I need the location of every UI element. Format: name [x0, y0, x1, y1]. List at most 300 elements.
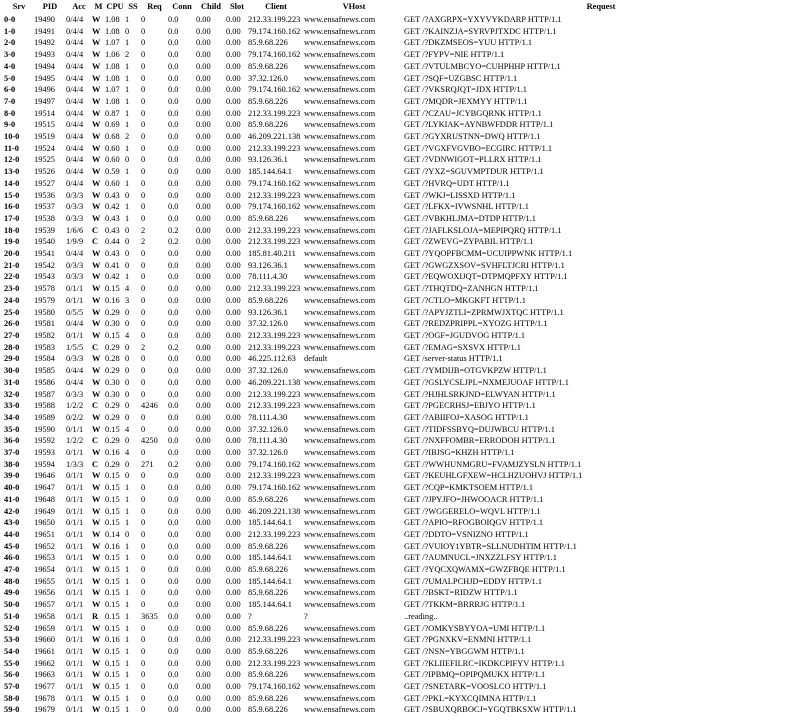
cell-request: GET /?IBJSG=KHZH HTTP/1.1	[404, 448, 515, 458]
cell-srv: 14-0	[4, 178, 20, 188]
cell-cpu: 0.15	[105, 682, 120, 692]
cell-m: W	[92, 412, 101, 422]
cell-ss: 1	[125, 272, 130, 282]
cell-client: 93.126.36.1	[248, 307, 288, 317]
table-row	[4, 73, 798, 85]
cell-pid: 19491	[34, 26, 55, 36]
cell-m: W	[92, 272, 101, 282]
cell-conn: 0.0	[168, 670, 179, 680]
cell-vhost: www.ensafnews.com	[304, 623, 376, 633]
cell-acc: 0/4/4	[66, 50, 84, 60]
cell-ss: 0	[125, 377, 130, 387]
cell-ss: 1	[125, 178, 130, 188]
cell-client: 85.9.68.226	[248, 494, 288, 504]
cell-cpu: 0.41	[105, 260, 120, 270]
cell-req: 0	[141, 202, 146, 212]
cell-acc: 0/4/4	[66, 38, 84, 48]
cell-req: 0	[141, 178, 146, 188]
cell-request: GET /?TIDFSSBYQ=DUJWBCU HTTP/1.1	[404, 424, 555, 434]
cell-acc: 0/1/1	[66, 330, 84, 340]
cell-client: 85.9.68.226	[248, 588, 288, 598]
cell-req: 0	[141, 15, 146, 24]
table-row	[4, 260, 798, 272]
cell-client: 212.33.199.223	[248, 389, 301, 399]
cell-acc: 0/3/3	[66, 354, 84, 364]
cell-m: W	[92, 541, 101, 551]
cell-m: W	[92, 366, 101, 376]
cell-client: 85.9.68.226	[248, 120, 288, 130]
column-header-pid: PID	[42, 2, 58, 12]
cell-child: 0.00	[196, 436, 211, 446]
cell-slot: 0.00	[226, 178, 241, 188]
cell-srv: 31-0	[4, 377, 20, 387]
cell-pid: 19578	[34, 284, 55, 294]
table-row	[4, 190, 798, 202]
cell-slot: 0.00	[226, 295, 241, 305]
cell-acc: 0/4/4	[66, 167, 84, 177]
table-row	[4, 283, 798, 295]
cell-child: 0.00	[196, 658, 211, 668]
cell-vhost: www.ensafnews.com	[304, 319, 376, 329]
cell-request: GET /?LYKIAK=AYNBWFDDR HTTP/1.1	[404, 120, 554, 130]
cell-req: 0	[141, 541, 146, 551]
cell-slot: 0.00	[226, 272, 241, 282]
cell-child: 0.00	[196, 506, 211, 516]
cell-client: 37.32.126.0	[248, 424, 288, 434]
cell-conn: 0.0	[168, 401, 179, 411]
cell-vhost: www.ensafnews.com	[304, 213, 376, 223]
cell-client: 79.174.160.162	[248, 85, 301, 95]
cell-m: W	[92, 588, 101, 598]
table-row	[4, 599, 798, 611]
cell-child: 0.00	[196, 330, 211, 340]
cell-vhost: www.ensafnews.com	[304, 670, 376, 680]
cell-acc: 1/2/2	[66, 401, 84, 411]
cell-ss: 0	[125, 459, 130, 469]
cell-srv: 0-0	[4, 15, 16, 24]
cell-pid: 19652	[34, 541, 55, 551]
cell-child: 0.00	[196, 389, 211, 399]
cell-vhost: www.ensafnews.com	[304, 190, 376, 200]
cell-cpu: 0.15	[105, 646, 120, 656]
cell-pid: 19585	[34, 366, 55, 376]
cell-ss: 1	[125, 588, 130, 598]
cell-cpu: 1.07	[105, 85, 120, 95]
cell-acc: 0/5/5	[66, 307, 84, 317]
cell-acc: 0/1/1	[66, 494, 84, 504]
cell-ss: 1	[125, 506, 130, 516]
cell-client: 185.144.64.1	[248, 576, 292, 586]
table-row	[4, 623, 798, 635]
cell-conn: 0.0	[168, 389, 179, 399]
column-header-conn: Conn	[172, 2, 192, 12]
cell-vhost: www.ensafnews.com	[304, 646, 376, 656]
cell-request: GET /?APIO=RFOGBOIQGV HTTP/1.1	[404, 518, 544, 528]
cell-slot: 0.00	[226, 693, 241, 703]
cell-pid: 19514	[34, 108, 55, 118]
cell-m: W	[92, 85, 101, 95]
cell-cpu: 0.15	[105, 518, 120, 528]
cell-ss: 0	[125, 225, 130, 235]
cell-conn: 0.0	[168, 623, 179, 633]
cell-request: GET /?CQP=KMKTSOEM HTTP/1.1	[404, 483, 534, 493]
cell-req: 2	[141, 342, 146, 352]
cell-cpu: 0.69	[105, 120, 120, 130]
cell-srv: 55-0	[4, 658, 20, 668]
cell-pid: 19490	[34, 15, 55, 24]
cell-slot: 0.00	[226, 541, 241, 551]
cell-srv: 15-0	[4, 190, 20, 200]
cell-slot: 0.00	[226, 506, 241, 516]
cell-slot: 0.00	[226, 623, 241, 633]
cell-conn: 0.0	[168, 448, 179, 458]
cell-srv: 50-0	[4, 600, 20, 610]
table-row	[4, 564, 798, 576]
cell-child: 0.00	[196, 483, 211, 493]
cell-req: 0	[141, 73, 146, 83]
cell-m: W	[92, 295, 101, 305]
cell-pid: 19650	[34, 518, 55, 528]
cell-pid: 19539	[34, 225, 55, 235]
cell-req: 0	[141, 132, 146, 142]
cell-ss: 1	[125, 494, 130, 504]
cell-srv: 48-0	[4, 576, 20, 586]
cell-vhost: www.ensafnews.com	[304, 260, 376, 270]
cell-vhost: default	[304, 354, 328, 364]
cell-m: W	[92, 705, 101, 715]
cell-child: 0.00	[196, 96, 211, 106]
column-header-slot: Slot	[230, 2, 244, 12]
cell-client: 212.33.199.223	[248, 225, 301, 235]
cell-request: GET /?PGNXKV=ENMNI HTTP/1.1	[404, 635, 532, 645]
table-row	[4, 236, 798, 248]
cell-conn: 0.0	[168, 565, 179, 575]
cell-slot: 0.00	[226, 483, 241, 493]
cell-pid: 19651	[34, 529, 55, 539]
cell-req: 2	[141, 225, 146, 235]
cell-slot: 0.00	[226, 61, 241, 71]
cell-client: 185.81.40.211	[248, 249, 296, 259]
cell-slot: 0.00	[226, 448, 241, 458]
cell-pid: 19594	[34, 459, 55, 469]
cell-cpu: 0.15	[105, 670, 120, 680]
cell-srv: 8-0	[4, 108, 16, 118]
cell-pid: 19593	[34, 448, 55, 458]
cell-conn: 0.0	[168, 284, 179, 294]
cell-slot: 0.00	[226, 682, 241, 692]
cell-req: 0	[141, 143, 146, 153]
cell-slot: 0.00	[226, 155, 241, 165]
cell-m: W	[92, 26, 101, 36]
cell-conn: 0.0	[168, 682, 179, 692]
cell-conn: 0.0	[168, 50, 179, 60]
cell-child: 0.00	[196, 319, 211, 329]
cell-ss: 1	[125, 670, 130, 680]
cell-vhost: www.ensafnews.com	[304, 38, 376, 48]
cell-req: 0	[141, 670, 146, 680]
cell-vhost: www.ensafnews.com	[304, 307, 376, 317]
table-row	[4, 506, 798, 518]
cell-child: 0.00	[196, 354, 211, 364]
cell-child: 0.00	[196, 155, 211, 165]
cell-client: 79.174.160.162	[248, 459, 301, 469]
cell-vhost: www.ensafnews.com	[304, 389, 376, 399]
cell-request: GET /?EMAG=SXSVX HTTP/1.1	[404, 342, 521, 352]
cell-req: 4246	[141, 401, 158, 411]
cell-ss: 2	[125, 50, 130, 60]
cell-m: W	[92, 658, 101, 668]
cell-m: W	[92, 167, 101, 177]
cell-vhost: www.ensafnews.com	[304, 401, 376, 411]
cell-client: 212.33.199.223	[248, 658, 301, 668]
cell-vhost: www.ensafnews.com	[304, 529, 376, 539]
cell-slot: 0.00	[226, 424, 241, 434]
cell-req: 0	[141, 108, 146, 118]
table-row	[4, 389, 798, 401]
cell-client: 85.9.68.226	[248, 213, 288, 223]
cell-cpu: 0.15	[105, 623, 120, 633]
cell-ss: 1	[125, 553, 130, 563]
cell-req: 0	[141, 330, 146, 340]
cell-cpu: 0.30	[105, 389, 120, 399]
cell-srv: 44-0	[4, 529, 20, 539]
cell-m: W	[92, 120, 101, 130]
cell-child: 0.00	[196, 85, 211, 95]
cell-pid: 19677	[34, 682, 55, 692]
cell-cpu: 0.16	[105, 541, 120, 551]
cell-m: W	[92, 330, 101, 340]
cell-cpu: 0.28	[105, 354, 120, 364]
cell-conn: 0.0	[168, 15, 179, 24]
cell-acc: 0/1/1	[66, 506, 84, 516]
cell-m: C	[92, 342, 99, 352]
table-row	[4, 552, 798, 564]
cell-ss: 1	[125, 38, 130, 48]
cell-ss: 4	[125, 424, 130, 434]
cell-m: W	[92, 307, 101, 317]
cell-request: GET /?DKZMSEOS=YUU HTTP/1.1	[404, 38, 533, 48]
cell-conn: 0.0	[168, 143, 179, 153]
cell-acc: 0/4/4	[66, 249, 84, 259]
cell-child: 0.00	[196, 646, 211, 656]
cell-request: GET /?TKKM=BRRRJG HTTP/1.1	[404, 600, 526, 610]
cell-request: GET /?FYPV=NIE HTTP/1.1	[404, 50, 505, 60]
cell-m: C	[92, 401, 99, 411]
cell-slot: 0.00	[226, 190, 241, 200]
cell-client: 85.9.68.226	[248, 623, 288, 633]
cell-m: W	[92, 155, 101, 165]
server-status-table	[4, 0, 798, 716]
cell-acc: 0/3/3	[66, 202, 84, 212]
cell-srv: 3-0	[4, 50, 16, 60]
cell-child: 0.00	[196, 284, 211, 294]
cell-req: 0	[141, 155, 146, 165]
cell-req: 0	[141, 249, 146, 259]
cell-cpu: 0.43	[105, 249, 120, 259]
cell-srv: 32-0	[4, 389, 20, 399]
cell-ss: 0	[125, 260, 130, 270]
cell-req: 0	[141, 96, 146, 106]
cell-ss: 0	[125, 155, 130, 165]
cell-srv: 19-0	[4, 237, 20, 247]
cell-srv: 1-0	[4, 26, 16, 36]
cell-ss: 1	[125, 213, 130, 223]
cell-slot: 0.00	[226, 237, 241, 247]
cell-request: GET /?VUIOY1YBTR=SLLNUDHTIM HTTP/1.1	[404, 541, 577, 551]
cell-acc: 0/1/1	[66, 588, 84, 598]
cell-client: 212.33.199.223	[248, 237, 301, 247]
cell-pid: 19495	[34, 73, 55, 83]
cell-acc: 0/4/4	[66, 319, 84, 329]
table-header-row	[4, 0, 798, 14]
cell-request: GET /?YQCXQWAMX=GWZFBQE HTTP/1.1	[404, 565, 566, 575]
table-row	[4, 587, 798, 599]
cell-slot: 0.00	[226, 96, 241, 106]
cell-conn: 0.0	[168, 506, 179, 516]
cell-req: 0	[141, 389, 146, 399]
cell-pid: 19655	[34, 576, 55, 586]
cell-cpu: 0.15	[105, 658, 120, 668]
cell-conn: 0.0	[168, 705, 179, 715]
cell-req: 0	[141, 705, 146, 715]
table-row	[4, 307, 798, 319]
cell-child: 0.00	[196, 705, 211, 715]
cell-acc: 0/1/1	[66, 529, 84, 539]
cell-pid: 19653	[34, 553, 55, 563]
cell-slot: 0.00	[226, 307, 241, 317]
cell-acc: 0/4/4	[66, 15, 84, 24]
cell-child: 0.00	[196, 565, 211, 575]
cell-client: 37.32.126.0	[248, 319, 288, 329]
cell-slot: 0.00	[226, 260, 241, 270]
cell-child: 0.00	[196, 260, 211, 270]
cell-slot: 0.00	[226, 202, 241, 212]
cell-pid: 19662	[34, 658, 55, 668]
cell-slot: 0.00	[226, 26, 241, 36]
cell-vhost: www.ensafnews.com	[304, 366, 376, 376]
cell-client: 85.9.68.226	[248, 541, 288, 551]
table-row	[4, 166, 798, 178]
cell-srv: 52-0	[4, 623, 20, 633]
cell-request: GET /?AUMNUCL=JNXZZLFSY HTTP/1.1	[404, 553, 557, 563]
cell-client: 185.144.64.1	[248, 167, 292, 177]
cell-ss: 4	[125, 284, 130, 294]
cell-request: GET /?EQWOXIJQT=DTPMQPFXY HTTP/1.1	[404, 272, 568, 282]
cell-cpu: 0.87	[105, 108, 120, 118]
cell-m: W	[92, 15, 101, 24]
cell-client: ?	[248, 611, 252, 621]
cell-request: GET /?ABIIFOJ=XASOG HTTP/1.1	[404, 412, 529, 422]
cell-acc: 0/4/4	[66, 26, 84, 36]
cell-m: W	[92, 178, 101, 188]
cell-cpu: 0.15	[105, 600, 120, 610]
cell-acc: 1/2/2	[66, 436, 84, 446]
cell-req: 0	[141, 50, 146, 60]
cell-client: 46.209.221.138	[248, 132, 301, 142]
cell-conn: 0.0	[168, 354, 179, 364]
cell-acc: 0/1/1	[66, 658, 84, 668]
cell-srv: 12-0	[4, 155, 20, 165]
table-row	[4, 295, 798, 307]
cell-ss: 1	[125, 202, 130, 212]
cell-child: 0.00	[196, 553, 211, 563]
cell-acc: 0/4/4	[66, 73, 84, 83]
cell-ss: 1	[125, 658, 130, 668]
cell-child: 0.00	[196, 178, 211, 188]
cell-acc: 0/1/1	[66, 576, 84, 586]
cell-vhost: www.ensafnews.com	[304, 96, 376, 106]
column-header-acc: Acc	[72, 2, 86, 12]
cell-client: 212.33.199.223	[248, 529, 301, 539]
cell-conn: 0.0	[168, 600, 179, 610]
table-row	[4, 131, 798, 143]
cell-client: 85.9.68.226	[248, 565, 288, 575]
cell-client: 79.174.160.162	[248, 483, 301, 493]
cell-child: 0.00	[196, 693, 211, 703]
cell-acc: 1/9/9	[66, 237, 84, 247]
cell-child: 0.00	[196, 132, 211, 142]
cell-child: 0.00	[196, 366, 211, 376]
cell-slot: 0.00	[226, 471, 241, 481]
cell-slot: 0.00	[226, 576, 241, 586]
cell-slot: 0.00	[226, 459, 241, 469]
cell-child: 0.00	[196, 108, 211, 118]
cell-cpu: 0.43	[105, 213, 120, 223]
column-header-srv: Srv	[12, 2, 26, 12]
status-rows	[4, 14, 798, 716]
column-header-req: Req	[147, 2, 162, 12]
cell-m: W	[92, 38, 101, 48]
cell-client: 212.33.199.223	[248, 635, 301, 645]
cell-cpu: 0.60	[105, 155, 120, 165]
cell-m: W	[92, 506, 101, 516]
cell-conn: 0.0	[168, 249, 179, 259]
cell-m: W	[92, 249, 101, 259]
cell-client: 85.9.68.226	[248, 705, 288, 715]
cell-srv: 40-0	[4, 483, 20, 493]
cell-vhost: www.ensafnews.com	[304, 284, 376, 294]
cell-conn: 0.0	[168, 436, 179, 446]
cell-conn: 0.0	[168, 635, 179, 645]
cell-cpu: 0.68	[105, 132, 120, 142]
cell-req: 0	[141, 366, 146, 376]
cell-acc: 0/4/4	[66, 61, 84, 71]
cell-child: 0.00	[196, 518, 211, 528]
cell-vhost: www.ensafnews.com	[304, 705, 376, 715]
cell-req: 0	[141, 38, 146, 48]
cell-vhost: www.ensafnews.com	[304, 541, 376, 551]
cell-slot: 0.00	[226, 553, 241, 563]
cell-req: 0	[141, 272, 146, 282]
cell-acc: 0/3/3	[66, 260, 84, 270]
cell-m: W	[92, 693, 101, 703]
cell-acc: 0/4/4	[66, 120, 84, 130]
cell-pid: 19678	[34, 693, 55, 703]
cell-pid: 19494	[34, 61, 55, 71]
column-header-cpu: CPU	[106, 2, 124, 12]
cell-pid: 19659	[34, 623, 55, 633]
cell-vhost: www.ensafnews.com	[304, 202, 376, 212]
cell-vhost: www.ensafnews.com	[304, 412, 376, 422]
cell-acc: 0/4/4	[66, 377, 84, 387]
cell-srv: 6-0	[4, 85, 16, 95]
cell-vhost: www.ensafnews.com	[304, 132, 376, 142]
cell-ss: 0	[125, 26, 130, 36]
cell-client: 85.9.68.226	[248, 693, 288, 703]
cell-srv: 34-0	[4, 412, 20, 422]
cell-client: 85.9.68.226	[248, 646, 288, 656]
cell-ss: 0	[125, 354, 130, 364]
